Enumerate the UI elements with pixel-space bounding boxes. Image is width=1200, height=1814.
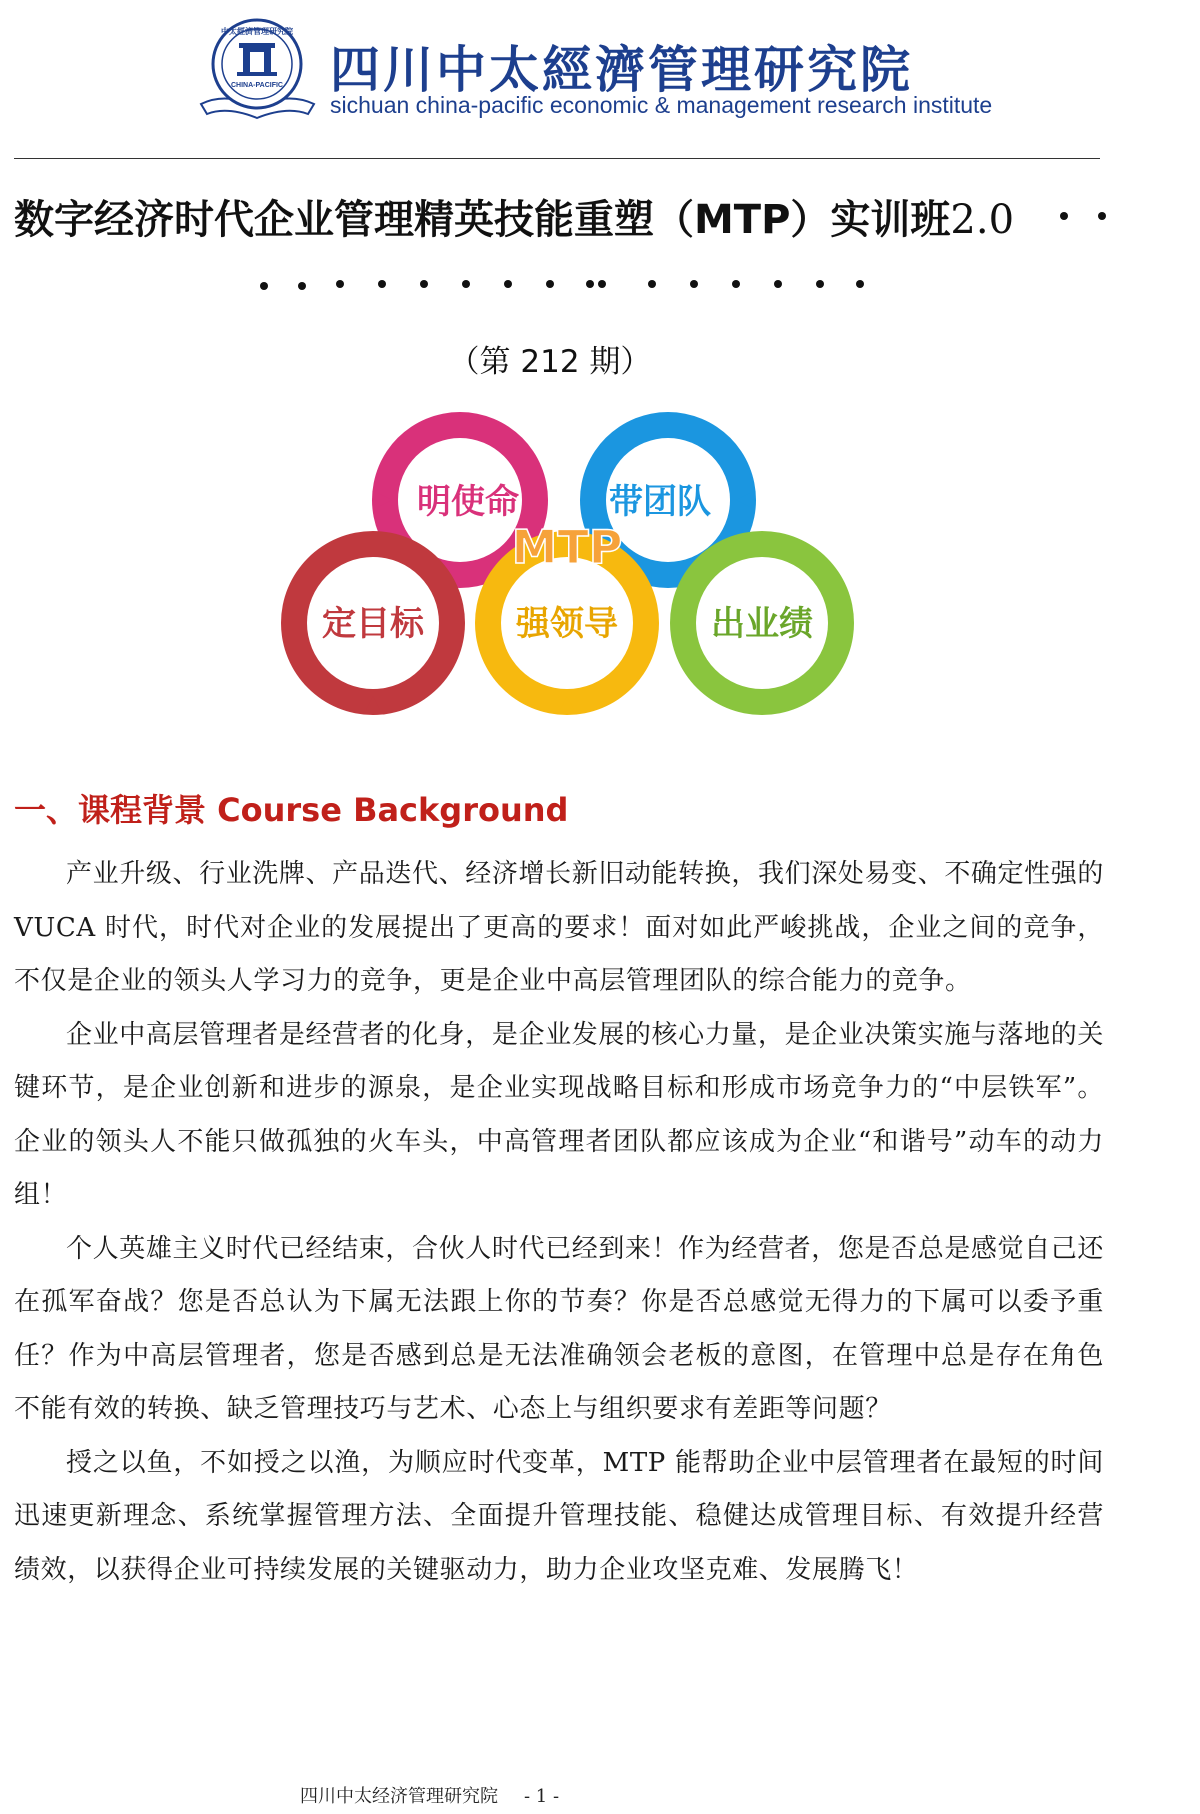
title-text: 数字经济时代企业管理精英技能重塑（MTP）实训班 [14, 197, 951, 243]
dot [336, 280, 344, 288]
dot [462, 280, 470, 288]
institute-name-cn: 四川中太經濟管理研究院 [330, 41, 913, 99]
paragraph: 个人英雄主义时代已经结束，合伙人时代已经到来！作为经营者，您是否总是感觉自己还在孤军奋战？您是否总认为下属无法跟上你的节奏？你是否总感觉无得力的下属可以委予重任？作为中高层管理者，您是否感到总是无法准确领会老板的意图，在管理中总是存在角色不能有效的转换、缺乏管理技巧与艺术、心态上与组织要求有差距等问题？ [14, 1233, 1104, 1424]
mtp-center-label: MTP [511, 520, 623, 574]
section-heading: 一、课程背景 Course Background [14, 791, 569, 829]
institute-name-en: sichuan china-pacific economic & management research institute [330, 92, 993, 118]
circle-results [670, 531, 854, 715]
issue-number: （第 212 期） [448, 344, 652, 380]
dot [648, 280, 656, 288]
dot [732, 280, 740, 288]
dot [546, 280, 554, 288]
circle-goals [281, 531, 465, 715]
dot [260, 282, 268, 290]
footer-institute: 四川中太经济管理研究院 [300, 1786, 498, 1807]
dot [598, 280, 606, 288]
mtp-circles-graphic [270, 405, 880, 725]
circle-label: 明使命 [417, 482, 519, 522]
institute-logo [195, 16, 320, 126]
dot [504, 280, 512, 288]
dot [420, 280, 428, 288]
dot [378, 280, 386, 288]
dot [816, 280, 824, 288]
dot [1098, 212, 1106, 220]
document-title [14, 188, 1194, 245]
dot [774, 280, 782, 288]
logo-ring-text: 中太經濟管理研究院 [221, 27, 293, 36]
header-divider [14, 158, 1100, 159]
dot [1060, 212, 1068, 220]
dot [856, 280, 864, 288]
circle-label: 带团队 [609, 482, 711, 522]
paragraph: 企业中高层管理者是经营者的化身，是企业发展的核心力量，是企业决策实施与落地的关键环节，是企业创新和进步的源泉，是企业实现战略目标和形成市场竞争力的“中层铁军”。企业的领头人不能只做孤独的火车头，中高管理者团队都应该成为企业“和谐号”动车的动力组！ [14, 1019, 1104, 1210]
circle-label: 定目标 [322, 604, 424, 644]
circle-label: 强领导 [516, 604, 618, 644]
page-number: - 1 - [524, 1786, 560, 1807]
circle-label: 出业绩 [711, 604, 813, 644]
logo-label: CHINA-PACIFIC [231, 82, 283, 89]
dot [586, 280, 594, 288]
section-body [14, 848, 1104, 1597]
paragraph: 产业升级、行业洗牌、产品迭代、经济增长新旧动能转换，我们深处易变、不确定性强的 VUCA 时代，时代对企业的发展提出了更高的要求！面对如此严峻挑战，企业之间的竞争，不仅是企业的领头人学习力的竞争，更是企业中高层管理团队的综合能力的竞争。 [14, 859, 1104, 996]
letterhead [195, 12, 993, 130]
dot [298, 282, 306, 290]
page-footer [300, 1782, 559, 1808]
dot [690, 280, 698, 288]
paragraph: 授之以鱼，不如授之以渔，为顺应时代变革，MTP 能帮助企业中层管理者在最短的时间迅速更新理念、系统掌握管理方法、全面提升管理技能、稳健达成管理目标、有效提升经营绩效，以获得企业可持续发展的关键驱动力，助力企业攻坚克难、发展腾飞！ [14, 1447, 1104, 1585]
title-version: 2.0 [950, 197, 1015, 243]
